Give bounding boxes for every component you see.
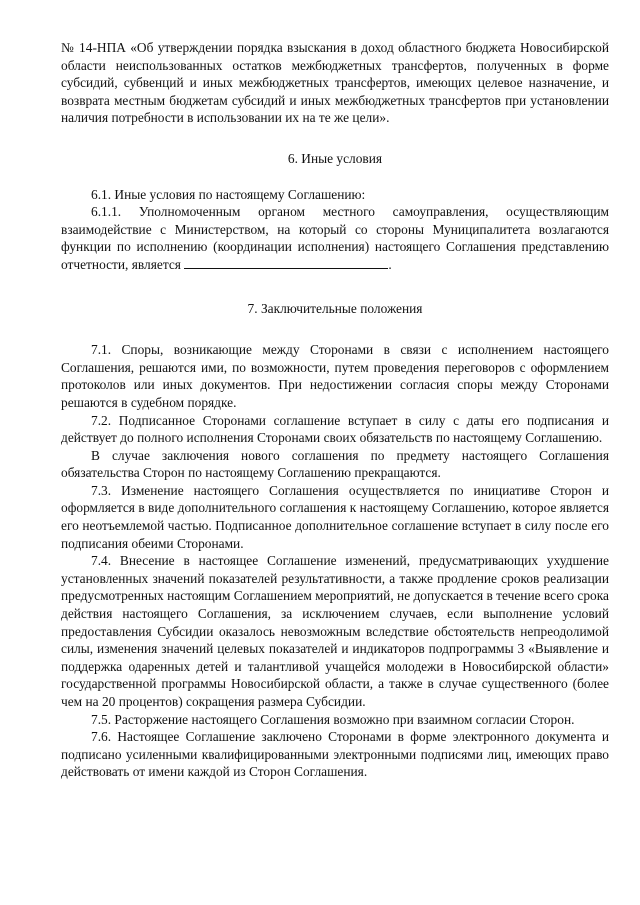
paragraph-6-1-1	[61, 203, 609, 273]
paragraph-7-3: 7.3. Изменение настоящего Соглашения осуществляется по инициативе Сторон и оформляется в виде дополнительного соглашения к настоящему Соглашению, которое является его неотъемлемой частью. Подписанное дополнительное соглашение вступает в силу после его подписания обеими Сторонами.	[61, 482, 609, 551]
paragraph-7-6: 7.6. Настоящее Соглашение заключено Сторонами в форме электронного документа и подписано усиленными квалифицированными электронными подписями лиц, имеющих право действовать от имени каждой из Сторон Соглашения.	[61, 729, 609, 780]
document-page	[61, 39, 609, 781]
paragraph-7-4: 7.4. Внесение в настоящее Соглашение изменений, предусматривающих ухудшение установленных значений показателей результативности, а также продление сроков реализации предусмотренных настоящим Соглашением мероприятий, не допускается в течение всего срока действия настоящего Соглашения, за исключением случаев, если выполнение условий предоставления Субсидии оказалось невозможным вследствие обстоятельств непреодолимой силы, изменения значений целевых показателей и индикаторов подпрограммы 3 «Выявление и поддержка одаренных детей и талантливой учащейся молодежи в Новосибирской области» государственной программы Новосибирской области, а также в случае существенного (более чем на 20 процентов) сокращения размера Субсидии.	[61, 553, 609, 709]
paragraph-6-1-1-text: 6.1.1. Уполномоченным органом местного самоуправления, осуществляющим взаимодействие с Министерством, на который со стороны Муниципалитета возлагаются функции по исполнению (координации исполнения) настоящего Соглашения представлению отчетности, является	[61, 204, 609, 272]
paragraph-7-5: 7.5. Расторжение настоящего Соглашения возможно при взаимном согласии Сторон.	[91, 711, 575, 727]
paragraph-6-1: 6.1. Иные условия по настоящему Соглашению:	[91, 186, 366, 202]
blank-fill-line	[184, 256, 388, 269]
paragraph-7-1: 7.1. Споры, возникающие между Сторонами в связи с исполнением настоящего Соглашения, решаются ими, по возможности, путем проведения переговоров с оформлением протоколов или иных документов. При недостижении согласия споры между Сторонами решаются в судебном порядке.	[61, 342, 609, 410]
intro-paragraph: № 14-НПА «Об утверждении порядка взыскания в доход областного бюджета Новосибирской области неиспользованных остатков межбюджетных трансфертов, полученных в форме субсидий, субвенций и иных межбюджетных трансфертов, имеющих целевое назначение, и возврата местным бюджетам субсидий и иных межбюджетных трансфертов при установлении наличия потребности в использовании их на те же цели».	[61, 40, 609, 126]
paragraph-6-1-1-end: .	[388, 256, 392, 272]
paragraph-7-2-b: В случае заключения нового соглашения по предмету настоящего Соглашения обязательства Сторон по настоящему Соглашению прекращаются.	[61, 447, 609, 481]
section-6-title: 6. Иные условия	[287, 150, 383, 166]
section-7-title: 7. Заключительные положения	[247, 300, 423, 316]
paragraph-7-2: 7.2. Подписанное Сторонами соглашение вступает в силу с даты его подписания и действует до полного исполнения Сторонами своих обязательств по настоящему Соглашению.	[61, 412, 609, 446]
